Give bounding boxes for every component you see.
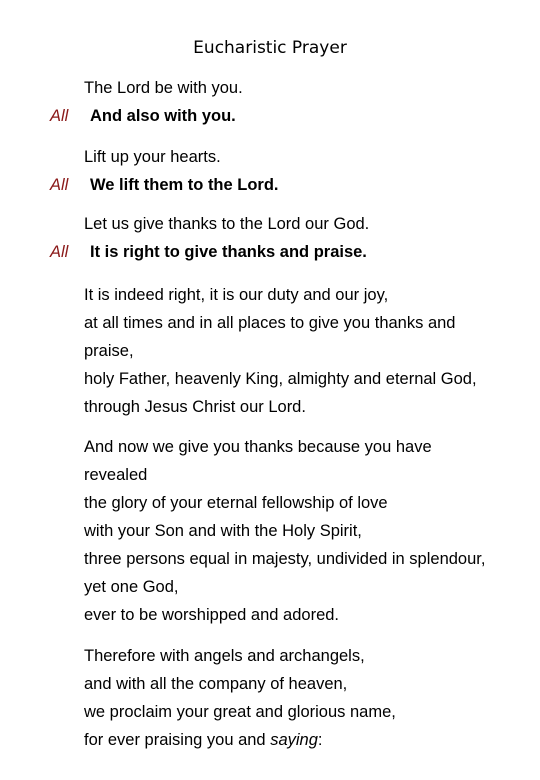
paragraph-1-line-3: praise, bbox=[84, 342, 134, 360]
priest-line-3: Let us give thanks to the Lord our God. bbox=[84, 215, 370, 233]
page-title: Eucharistic Prayer bbox=[193, 38, 347, 58]
closing-word-saying: saying bbox=[270, 731, 318, 749]
priest-line-1: The Lord be with you. bbox=[84, 79, 243, 97]
paragraph-2-line-7: ever to be worshipped and adored. bbox=[84, 606, 340, 624]
paragraph-3-line-1: Therefore with angels and archangels, bbox=[84, 647, 365, 665]
paragraph-2-line-3: the glory of your eternal fellowship of love bbox=[84, 494, 388, 512]
paragraph-2-line-1: And now we give you thanks because you have bbox=[84, 438, 432, 456]
paragraph-1-line-1: It is indeed right, it is our duty and our joy, bbox=[84, 286, 389, 304]
closing-line-text: for ever praising you and bbox=[84, 731, 271, 749]
paragraph-2-line-4: with your Son and with the Holy Spirit, bbox=[84, 522, 362, 540]
paragraph-1-line-4: holy Father, heavenly King, almighty and eternal God, bbox=[84, 370, 477, 388]
paragraph-2-line-6: yet one God, bbox=[84, 578, 179, 596]
paragraph-3-line-4 bbox=[84, 730, 323, 750]
priest-line-2: Lift up your hearts. bbox=[84, 148, 221, 166]
paragraph-3-line-3: we proclaim your great and glorious name, bbox=[84, 703, 396, 721]
people-response-1: And also with you. bbox=[90, 107, 236, 125]
paragraph-1-line-2: at all times and in all places to give you thanks and bbox=[84, 314, 456, 332]
paragraph-2-line-2: revealed bbox=[84, 466, 148, 484]
paragraph-3-line-2: and with all the company of heaven, bbox=[84, 675, 348, 693]
closing-punctuation: : bbox=[317, 731, 323, 749]
all-marker-1: All bbox=[50, 107, 69, 125]
people-response-2: We lift them to the Lord. bbox=[90, 176, 279, 194]
people-response-3: It is right to give thanks and praise. bbox=[90, 243, 367, 261]
paragraph-1-line-5: through Jesus Christ our Lord. bbox=[84, 398, 306, 416]
all-marker-2: All bbox=[50, 176, 69, 194]
all-marker-3: All bbox=[50, 243, 69, 261]
paragraph-2-line-5: three persons equal in majesty, undivided in splendour, bbox=[84, 550, 486, 568]
